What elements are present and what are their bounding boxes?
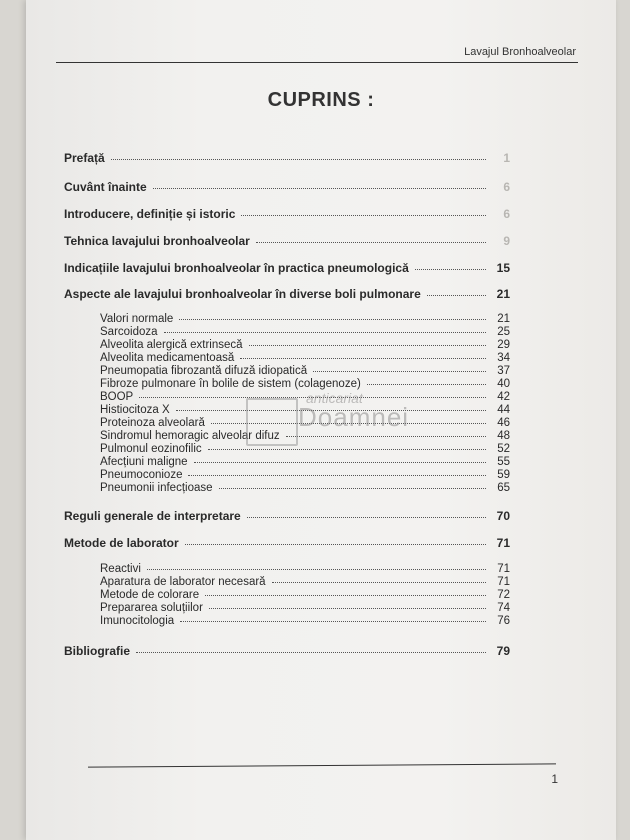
toc-entry: [64, 287, 510, 301]
toc-entry-page: 71: [496, 536, 510, 550]
toc-subentry-label: Fibroze pulmonare în bolile de sistem (colagenoze): [100, 378, 361, 390]
leader-dots: [415, 268, 486, 270]
watermark-logo-box: [246, 398, 298, 446]
leader-dots: [188, 474, 486, 476]
toc-subentry-label: Imunocitologia: [100, 615, 175, 627]
leader-dots: [164, 331, 486, 333]
leader-dots: [209, 607, 486, 609]
toc-title: CUPRINS :: [267, 89, 375, 111]
leader-dots: [185, 543, 486, 545]
toc-subentry-page: 55: [497, 456, 510, 468]
leader-dots: [153, 187, 486, 189]
leader-dots: [427, 294, 486, 296]
toc-subentry-page: 21: [497, 313, 510, 325]
toc-entry-page: 79: [496, 644, 510, 658]
toc-subentry-page: 59: [497, 469, 510, 481]
toc-subentry: [100, 378, 510, 390]
toc-subentry-label: Metode de colorare: [100, 589, 200, 601]
leader-dots: [272, 581, 486, 583]
toc-subentry-label: Proteinoza alveolară: [100, 417, 205, 429]
toc-subentry-page: 34: [497, 352, 510, 364]
toc-subentry: [100, 576, 510, 588]
toc-subentry: [100, 589, 510, 601]
toc-entry-label: Cuvânt înainte: [64, 180, 147, 194]
watermark: [246, 390, 466, 470]
leader-dots: [256, 241, 486, 243]
toc-subentry-label: Reactivi: [100, 563, 141, 575]
leader-dots: [247, 516, 486, 518]
toc-subentry: [100, 615, 510, 627]
toc-subentry-page: 76: [497, 615, 510, 627]
toc-subentry: [100, 469, 510, 481]
toc-entry: [64, 151, 510, 165]
toc-entry-label: Indicațiile lavajului bronhoalveolar în practica pneumologică: [64, 261, 409, 275]
toc-subentry-page: 52: [497, 443, 510, 455]
toc-subentry-label: Pulmonul eozinofilic: [100, 443, 202, 455]
footer-rule: [88, 763, 556, 767]
toc-entry-page: 6: [503, 207, 510, 221]
leader-dots: [313, 370, 486, 372]
toc-entry: [64, 536, 510, 550]
toc-subentry-page: 44: [497, 404, 510, 416]
toc-entry-page: 15: [496, 261, 510, 275]
toc-subentry: [100, 482, 510, 494]
toc-subentry: [100, 339, 510, 351]
toc-entry-page: 6: [503, 180, 510, 194]
toc-subentry-label: Afecțiuni maligne: [100, 456, 188, 468]
toc-entry: [64, 509, 510, 523]
toc-entry: [64, 234, 510, 248]
toc-entry: [64, 644, 510, 658]
toc-subentry-label: Pneumopatia fibrozantă difuză idiopatică: [100, 365, 308, 377]
leader-dots: [111, 158, 486, 160]
leader-dots: [180, 620, 486, 622]
watermark-big-text: Doamnei: [298, 402, 410, 432]
toc-subentry-page: 48: [497, 430, 510, 442]
toc-subentry-label: Histiocitoza X: [100, 404, 170, 416]
toc-entry-label: Reguli generale de interpretare: [64, 509, 241, 523]
toc-subentry-page: 42: [497, 391, 510, 403]
toc-subentry-label: Aparatura de laborator necesară: [100, 576, 266, 588]
toc-entry-page: 70: [496, 509, 510, 523]
toc-entry-label: Metode de laborator: [64, 536, 179, 550]
leader-dots: [205, 594, 486, 596]
page-number: 1: [551, 772, 558, 786]
leader-dots: [240, 357, 486, 359]
toc-subentry-page: 46: [497, 417, 510, 429]
toc-entry-page: 9: [503, 234, 510, 248]
toc-subentry-page: 29: [497, 339, 510, 351]
toc-entry-label: Introducere, definiție și istoric: [64, 207, 236, 221]
toc-subentry-page: 65: [497, 482, 510, 494]
leader-dots: [147, 568, 486, 570]
header-rule: [56, 62, 578, 63]
toc-subentry-label: Prepararea soluțiilor: [100, 602, 203, 614]
toc-subentry-page: 71: [497, 563, 510, 575]
toc-entry-page: 21: [496, 287, 510, 301]
toc-subentry-label: BOOP: [100, 391, 134, 403]
toc-entry-label: Prefață: [64, 151, 105, 165]
toc-subentry-page: 40: [497, 378, 510, 390]
toc-subentry: [100, 352, 510, 364]
toc-entry: [64, 180, 510, 194]
leader-dots: [219, 487, 486, 489]
toc-entry-page: 1: [503, 151, 510, 165]
leader-dots: [367, 383, 486, 385]
watermark-small-text: anticariat: [306, 390, 363, 406]
leader-dots: [241, 214, 486, 216]
toc-subentry-page: 71: [497, 576, 510, 588]
toc-entry-label: Bibliografie: [64, 644, 131, 658]
toc-subentry: [100, 313, 510, 325]
leader-dots: [136, 651, 486, 653]
toc-subentry-page: 74: [497, 602, 510, 614]
book-page: [26, 0, 616, 840]
toc-entry-label: Tehnica lavajului bronhoalveolar: [64, 234, 250, 248]
toc-subentry: [100, 326, 510, 338]
toc-subentry-label: Pneumonii infecțioase: [100, 482, 213, 494]
toc-subentry: [100, 602, 510, 614]
toc-subentry-label: Sarcoidoza: [100, 326, 158, 338]
toc-subentry: [100, 365, 510, 377]
toc-subentry: [100, 563, 510, 575]
toc-subentry-page: 72: [497, 589, 510, 601]
toc-entry-label: Aspecte ale lavajului bronhoalveolar în diverse boli pulmonare: [64, 287, 421, 301]
toc-entry: [64, 261, 510, 275]
toc-subentry-label: Pneumoconioze: [100, 469, 183, 481]
toc-subentry-label: Alveolita medicamentoasă: [100, 352, 235, 364]
toc-subentry-label: Sindromul hemoragic alveolar difuz: [100, 430, 280, 442]
leader-dots: [179, 318, 486, 320]
toc-subentry-page: 25: [497, 326, 510, 338]
toc-subentry-label: Alveolita alergică extrinsecă: [100, 339, 243, 351]
toc-entry: [64, 207, 510, 221]
leader-dots: [249, 344, 486, 346]
toc-subentry-label: Valori normale: [100, 313, 174, 325]
running-header: Lavajul Bronhoalveolar: [464, 46, 576, 58]
toc-subentry-page: 37: [497, 365, 510, 377]
